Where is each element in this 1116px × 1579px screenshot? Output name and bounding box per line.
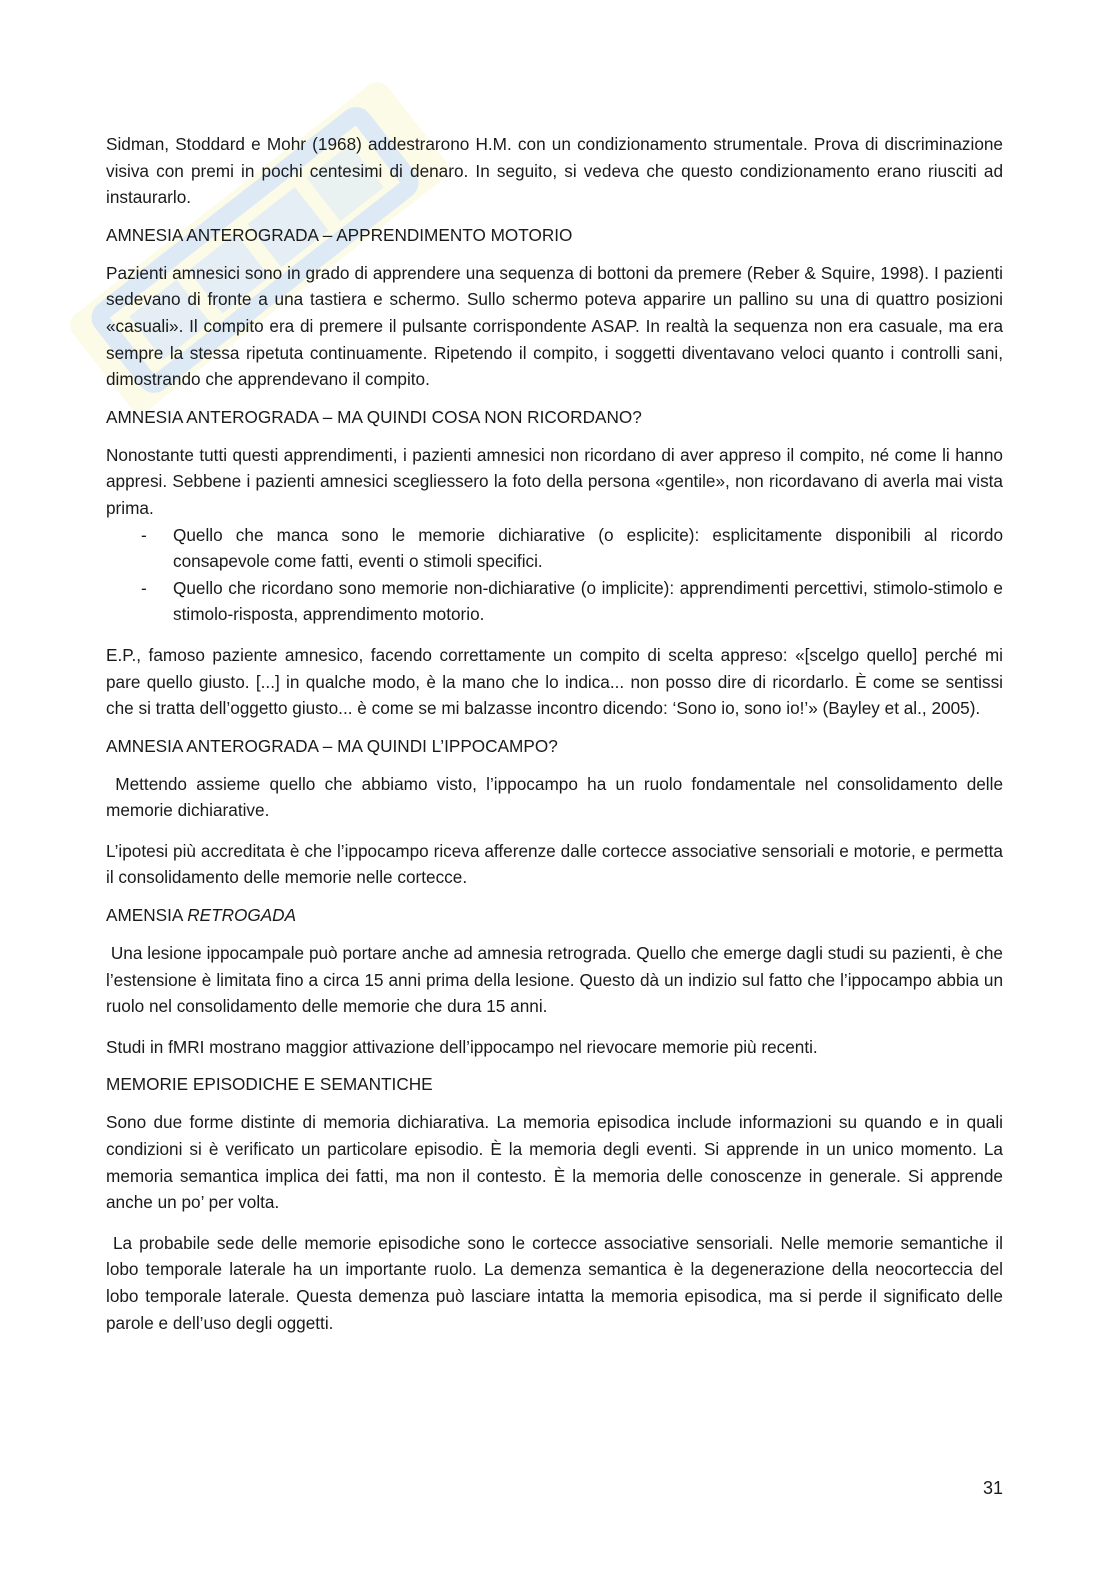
paragraph: Mettendo assieme quello che abbiamo visto, l’ippocampo ha un ruolo fondamentale nel consolidamento delle memorie dichiarative. bbox=[106, 773, 1008, 821]
section-heading: AMNESIA ANTEROGRADA – APPRENDIMENTO MOTORIO bbox=[106, 224, 573, 245]
list-item bbox=[106, 522, 1003, 575]
document-page bbox=[106, 131, 1008, 1336]
page-number: 31 bbox=[983, 1478, 1004, 1498]
heading-italic-text: RETROGADA bbox=[187, 905, 297, 926]
section-heading bbox=[106, 902, 1003, 928]
bullet-marker: - bbox=[141, 577, 147, 598]
paragraph: L’ipotesi più accreditata è che l’ippocampo riceva afferenze dalle cortecce associative sensoriali e motorie, e permetta il consolidamento delle memorie nelle cortecce. bbox=[106, 840, 1003, 888]
list-item-text: Quello che ricordano sono memorie non-dichiarative (o implicite): apprendimenti percettivi, stimolo-stimolo e stimolo-risposta, apprendimento motorio. bbox=[173, 577, 1003, 625]
paragraph: Una lesione ippocampale può portare anche ad amnesia retrograda. Quello che emerge dagli studi su pazienti, è che l’estensione è limitata fino a circa 15 anni prima della lesione. Questo dà un indizio sul fatto che l’ippocampo abbia un ruolo nel consolidamento delle memorie che dura 15 anni. bbox=[106, 943, 1008, 1017]
paragraph: Sidman, Stoddard e Mohr (1968) addestrarono H.M. con un condizionamento strumentale. Prova di discriminazione visiva con premi in pochi centesimi di denaro. In seguito, si vedeva che questo condizionamento erano riusciti ad instaurarlo. bbox=[106, 134, 1003, 208]
paragraph: Sono due forme distinte di memoria dichiarativa. La memoria episodica include informazioni su quando e in quali condizioni si è verificato un particolare episodio. È la memoria degli eventi. Si apprende in un unico momento. La memoria semantica implica dei fatti, ma non il contesto. È la memoria delle conoscenze in generale. Si apprende anche un po’ per volta. bbox=[106, 1112, 1003, 1213]
heading-text: AMENSIA bbox=[106, 905, 188, 926]
paragraph: Studi in fMRI mostrano maggior attivazione dell’ippocampo nel rievocare memorie più recenti. bbox=[106, 1036, 818, 1057]
bullet-marker: - bbox=[141, 524, 147, 545]
section-heading: AMNESIA ANTEROGRADA – MA QUINDI L’IPPOCAMPO? bbox=[106, 735, 558, 756]
paragraph: La probabile sede delle memorie episodiche sono le cortecce associative sensoriali. Nelle memorie semantiche il lobo temporale laterale ha un importante ruolo. La demenza semantica è la degenerazione della neocorteccia del lobo temporale laterale. Questa demenza può lasciare intatta la memoria episodica, ma si perde il significato delle parole e dell’uso degli oggetti. bbox=[106, 1232, 1008, 1333]
paragraph: E.P., famoso paziente amnesico, facendo correttamente un compito di scelta appreso: «[scelgo quello] perché mi pare quello giusto. [...] in qualche modo, è la mano che lo indica... non posso dire di ricordarlo. È come se sentissi che si tratta dell’oggetto giusto... è come se mi balzasse incontro dicendo: ‘Sono io, sono io!’» (Bayley et al., 2005). bbox=[106, 644, 1003, 719]
section-heading: AMNESIA ANTEROGRADA – MA QUINDI COSA NON RICORDANO? bbox=[106, 406, 642, 427]
paragraph: Pazienti amnesici sono in grado di apprendere una sequenza di bottoni da premere (Reber & Squire, 1998). I pazienti sedevano di fronte a una tastiera e schermo. Sullo schermo poteva apparire un pallino su una di quattro posizioni «casuali». Il compito era di premere il pulsante corrispondente ASAP. In realtà la sequenza non era casuale, ma era sempre la stessa ripetuta continuamente. Ripetendo il compito, i soggetti diventavano veloci quanto i controlli sani, dimostrando che apprendevano il compito. bbox=[106, 262, 1003, 390]
list-item-text: Quello che manca sono le memorie dichiarative (o esplicite): esplicitamente disponibili al ricordo consapevole come fatti, eventi o stimoli specifici. bbox=[173, 524, 1003, 572]
bullet-list bbox=[106, 522, 1003, 628]
paragraph: Nonostante tutti questi apprendimenti, i pazienti amnesici non ricordano di aver appreso il compito, né come li hanno appresi. Sebbene i pazienti amnesici scegliessero la foto della persona «gentile», non ricordavano di averla mai vista prima. bbox=[106, 444, 1003, 518]
section-heading: MEMORIE EPISODICHE E SEMANTICHE bbox=[106, 1074, 433, 1095]
list-item bbox=[106, 575, 1003, 628]
